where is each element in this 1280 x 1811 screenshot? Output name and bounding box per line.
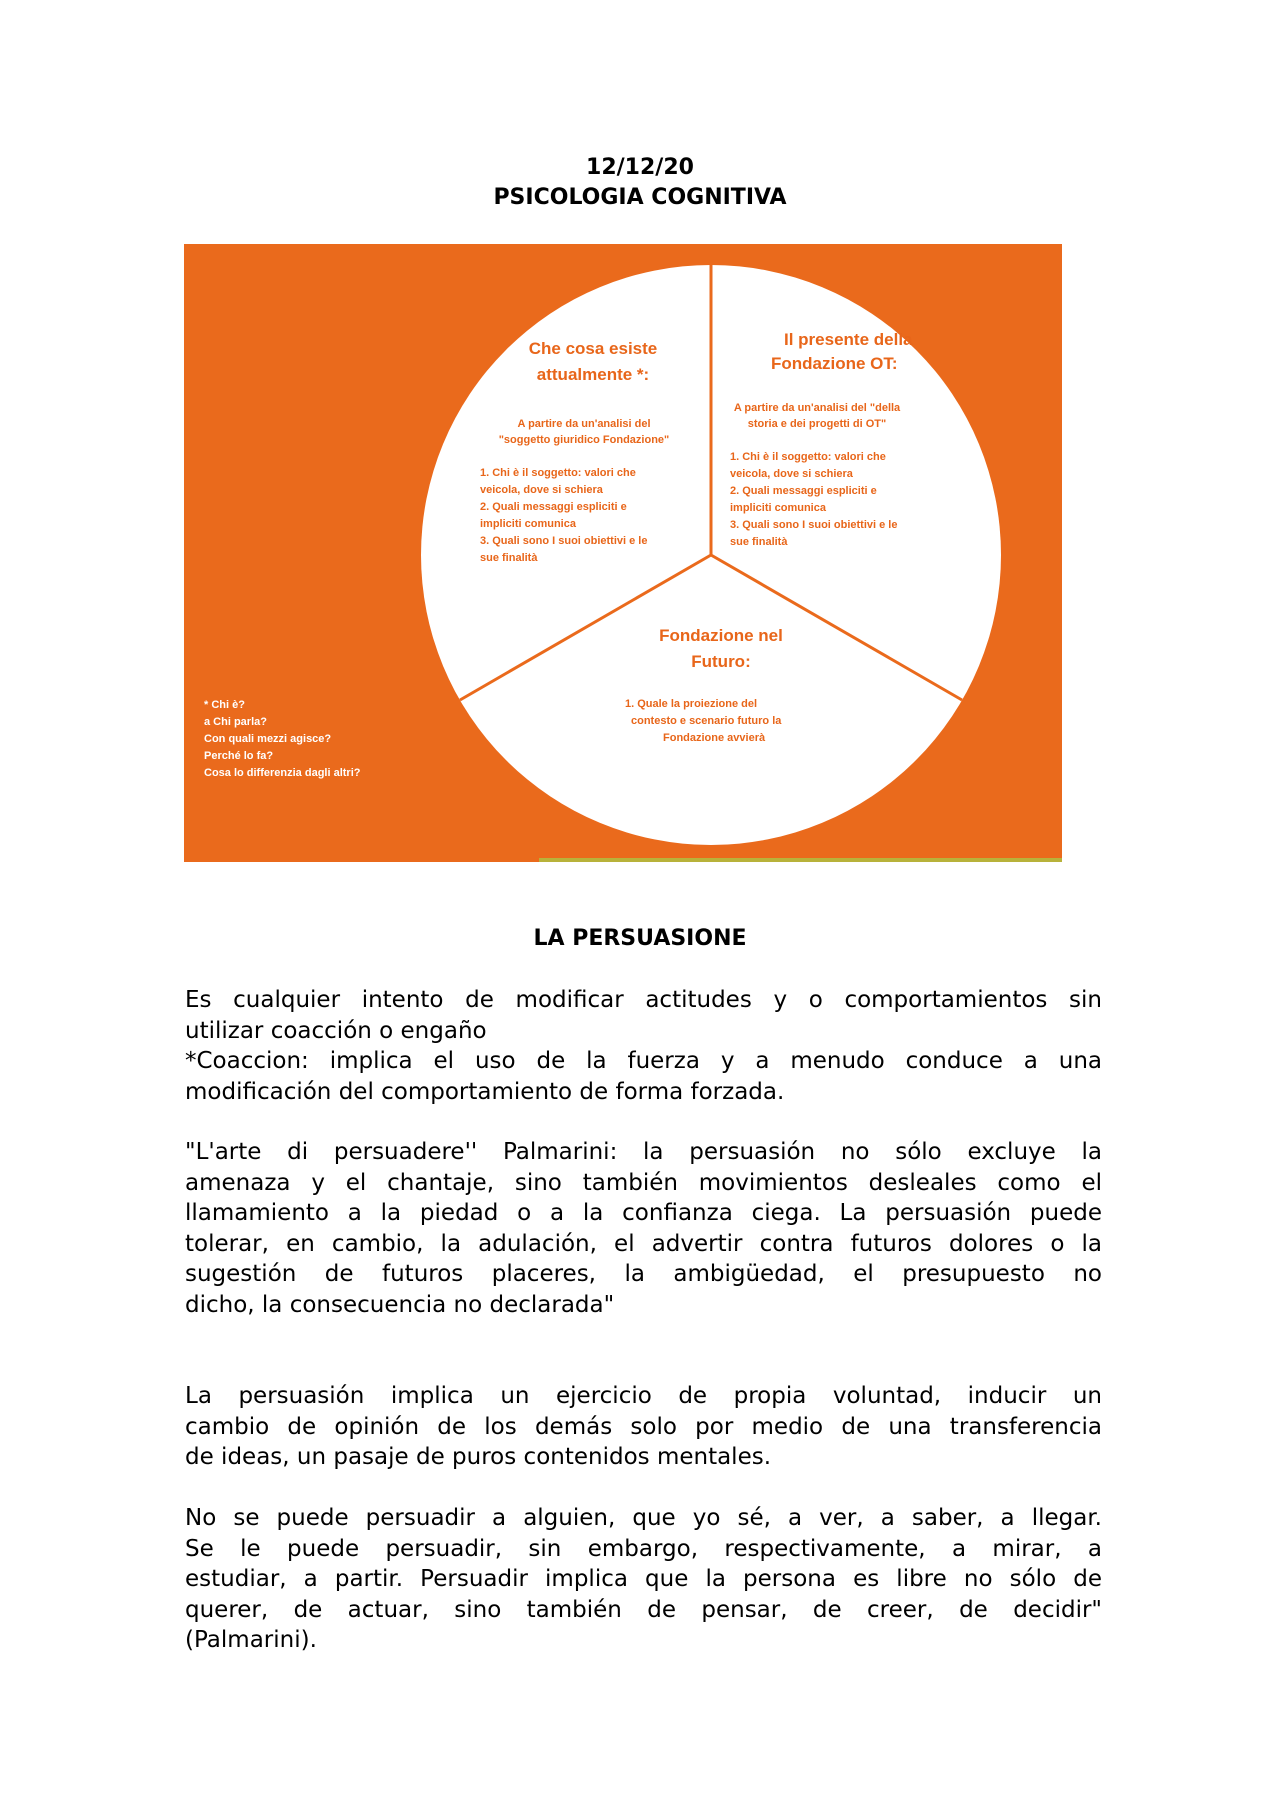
segment-left-title-1: Che cosa esiste	[528, 339, 658, 358]
paragraph-line: (Palmarini).	[185, 1627, 317, 1653]
segment-bottom-list-2: contesto e scenario futuro la	[631, 715, 782, 727]
segment-right-list-5: 3. Quali sono I suoi obiettivi e le	[730, 519, 898, 531]
diagram-bottom-strip	[539, 858, 1062, 862]
paragraph-line: estudiar, a partir. Persuadir implica que la persona es libre no sólo de	[185, 1566, 1102, 1592]
header-subject: PSICOLOGIA COGNITIVA	[493, 185, 787, 210]
paragraph-line: querer, de actuar, sino también de pensar, de creer, de decidir"	[185, 1596, 1102, 1623]
paragraph-line: *Coaccion: implica el uso de la fuerza y a menudo conduce a una	[185, 1048, 1102, 1074]
segment-left-intro-1: A partire da un'analisi del	[517, 418, 651, 430]
segment-left-list-1: 1. Chi è il soggetto: valori che	[480, 467, 636, 479]
header-date: 12/12/20	[586, 155, 694, 180]
paragraph-line: La persuasión implica un ejercicio de propia voluntad, inducir un	[185, 1383, 1102, 1409]
paragraph-line: dicho, la consecuencia no declarada"	[185, 1291, 615, 1318]
paragraph-line: cambio de opinión de los demás solo por medio de una transferencia	[185, 1413, 1102, 1440]
paragraph-line: No se puede persuadir a alguien, que yo sé, a ver, a saber, a llegar.	[185, 1505, 1102, 1531]
footnote-line-2: a Chi parla?	[204, 716, 267, 728]
segment-left-list-3: 2. Quali messaggi espliciti e	[480, 501, 627, 513]
segment-right-intro-2: storia e dei progetti di OT"	[747, 418, 887, 430]
footnote-line-5: Cosa lo differenzia dagli altri?	[204, 767, 361, 779]
segment-left-list-5: 3. Quali sono I suoi obiettivi e le	[480, 535, 648, 547]
segment-right-list-2: veicola, dove si schiera	[730, 468, 853, 480]
segment-left-list-2: veicola, dove si schiera	[480, 484, 603, 496]
segment-right-list-6: sue finalità	[730, 536, 788, 548]
paragraph-line: de ideas, un pasaje de puros contenidos mentales.	[185, 1444, 772, 1470]
footnote-line-4: Perché lo fa?	[204, 750, 274, 762]
segment-left-list-6: sue finalità	[480, 552, 538, 564]
footnote-line-1: * Chi è?	[204, 699, 245, 711]
segment-left-intro-2: "soggetto giuridico Fondazione"	[498, 434, 670, 446]
paragraph-line: modificación del comportamiento de forma forzada.	[185, 1078, 785, 1105]
paragraph-line: "L'arte di persuadere'' Palmarini: la persuasión no sólo excluye la	[185, 1139, 1102, 1165]
paragraph-voluntad	[185, 1381, 1102, 1473]
section-title: LA PERSUASIONE	[533, 926, 747, 951]
diagram-figure	[184, 244, 1062, 862]
segment-bottom-list-3: Fondazione avvierà	[663, 732, 766, 744]
segment-left-list-4: impliciti comunica	[480, 518, 576, 530]
paragraph-line: tolerar, en cambio, la adulación, el advertir contra futuros dolores o la	[185, 1230, 1102, 1257]
segment-right-title-1: Il presente della	[784, 330, 913, 349]
paragraph-line: llamamiento a la piedad o a la confianza ciega. La persuasión puede	[185, 1200, 1102, 1226]
segment-bottom-title-2: Futuro:	[691, 652, 751, 671]
diagram-svg	[184, 244, 1062, 862]
segment-right-list-3: 2. Quali messaggi espliciti e	[730, 485, 877, 497]
footnote-line-3: Con quali mezzi agisce?	[204, 733, 332, 745]
segment-bottom-list-1: 1. Quale la proiezione del	[625, 698, 758, 710]
paragraph-palmarini-quote	[185, 1137, 1102, 1320]
segment-right-list-1: 1. Chi è il soggetto: valori che	[730, 451, 886, 463]
paragraph-line: utilizar coacción o engaño	[185, 1017, 487, 1044]
paragraph-line: Es cualquier intento de modificar actitudes y o comportamientos sin	[185, 987, 1102, 1013]
paragraph-definition	[185, 985, 1102, 1107]
segment-left-title-2: attualmente *:	[536, 365, 650, 384]
segment-right-title-2: Fondazione OT:	[771, 354, 898, 373]
paragraph-line: sugestión de futuros placeres, la ambigüedad, el presupuesto no	[185, 1261, 1102, 1287]
paragraph-line: amenaza y el chantaje, sino también movimientos desleales como el	[185, 1169, 1102, 1196]
paragraph-line: Se le puede persuadir, sin embargo, respectivamente, a mirar, a	[185, 1535, 1102, 1562]
segment-bottom-title-1: Fondazione nel	[659, 626, 783, 645]
paragraph-persuadir	[185, 1503, 1102, 1656]
segment-right-intro-1: A partire da un'analisi del "della	[733, 402, 901, 414]
segment-right-list-4: impliciti comunica	[730, 502, 826, 514]
